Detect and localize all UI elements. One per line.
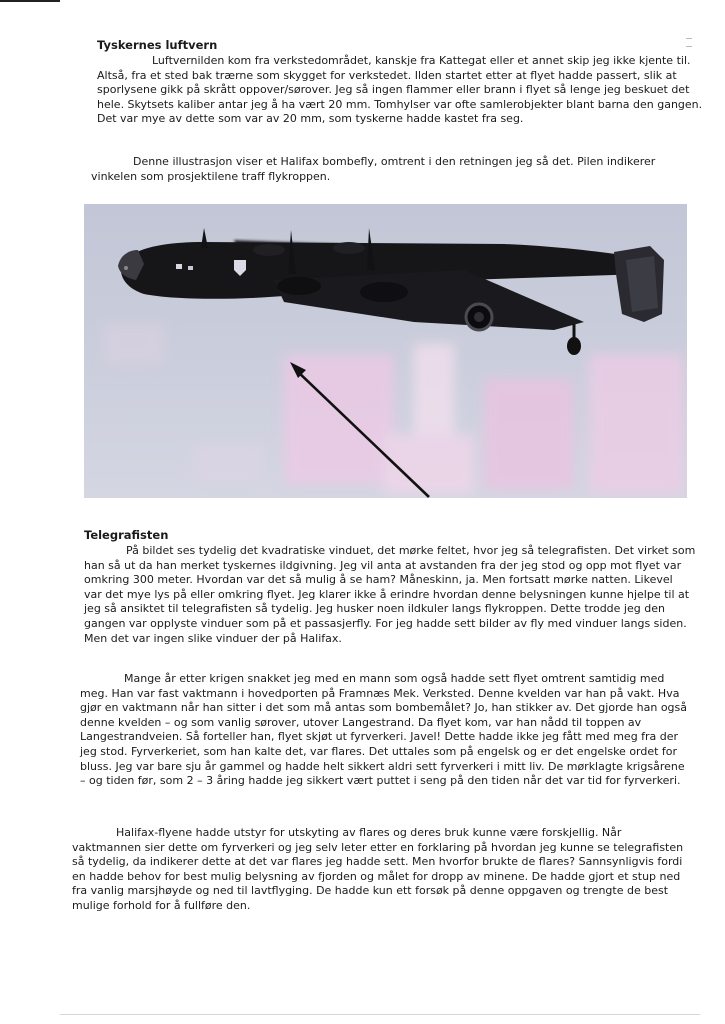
text-line: gangen var opplyste vinduer som på et passasjerfly. For jeg hadde sett bilder av fly med vinduer langs siden. [84,616,687,630]
text-line: Langestrandveien. Så forteller han, flyet skjøt ut fyrverkeri. Javel! Dette hadde ikke jeg fått med meg fra der [80,730,679,744]
text-line: Luftvernilden kom fra verkstedområdet, kanskje fra Kattegat eller et annet skip jeg ikke kjente til. [152,54,691,67]
text-line: han så ut da han merket tyskernes ildgivning. Jeg vil anta at avstanden fra der jeg stod og opp mot flyet var [84,558,682,572]
text-line: jeg stod. Fyrverkeriet, som han kalte det, var flares. Det uttales som på engelsk og er det engelske ordet for [80,744,678,758]
paragraph-luftvern-1 [97,54,702,127]
text-line: mulige forhold for å fullføre den. [72,898,251,912]
heading-telegrafisten: Telegrafisten [84,528,169,542]
text-line: hele. Skytsets kaliber antar jeg å ha vært 20 mm. Tomhylser var ofte samlerobjekter blant barna den gangen. [97,97,703,111]
halifax-bomber-photo [84,204,687,498]
text-line: Det var mye av dette som var av 20 mm, som tyskerne hadde kastet fra seg. [97,112,524,126]
text-line: Mange år etter krigen snakket jeg med en mann som også hadde sett flyet omtrent samtidig med [124,672,665,685]
heading-tyskernes-luftvern: Tyskernes luftvern [97,38,218,52]
scan-margin-mark [686,38,692,39]
text-line: en hadde behov for best mulig belysning av fjorden og målet for dropp av minene. De hadde gjort et stup ned [72,869,681,883]
text-line: fra vanlig marsjhøyde og ned til lavtflyging. De hadde kun ett forsøk på denne oppgaven og trengte de best [72,884,669,898]
paragraph-telegrafisten-2 [80,672,687,789]
paragraph-luftvern-2 [91,155,655,184]
text-line: På bildet ses tydelig det kvadratiske vinduet, det mørke feltet, hvor jeg så telegrafisten. Det virket som [126,544,696,557]
scan-margin-mark [686,46,692,47]
text-line: vinkelen som prosjektilene traff flykroppen. [91,169,331,183]
text-line: denne kvelden – og som vanlig sørover, utover Langestrand. Da flyet kom, var han nådd til toppen av [80,715,642,729]
text-line: sporlysene gikk på skrått oppover/sørover. Jeg så ingen flammer eller brann i flyet så lenge jeg beskuet det [97,83,690,97]
text-line: så tydelig, da indikerer dette at det var flares jeg hadde sett. Men hvorfor brukte de flares? Sannsynligvis fordi [72,855,683,869]
text-line: bluss. Jeg var bare sju år gammel og hadde helt sikkert aldri sett fyrverkeri i mitt liv. De mørklagte krigsårene [80,759,685,773]
text-line: vaktmannen sier dette om fyrverkeri og jeg selv leter etter en forklaring på hvordan jeg kunne se telegrafisten [72,840,684,854]
text-line: gjør en vaktmann når han sitter i det som må antas som bombemålet? Jo, han stikker av. Det gjorde han også [80,701,688,715]
text-line: jeg så ansiktet til telegrafisten så tydelig. Jeg husker noen ildkuler langs flykroppen. Dette trodde jeg den [84,602,665,616]
paragraph-telegrafisten-1 [84,544,695,646]
text-line: Men det var ingen slike vinduer der på Halifax. [84,631,342,645]
text-line: meg. Han var fast vaktmann i hovedporten på Framnæs Mek. Verksted. Denne kvelden var han på vakt. Hva [80,686,680,700]
scan-corner-mark [0,0,60,2]
text-line: Altså, fra et sted bak trærne som skygget for verkstedet. Ilden startet etter at flyet hadde passert, slik at [97,68,677,82]
text-line: omkring 300 meter. Hvordan var det så mulig å se ham? Måneskinn, ja. Men fortsatt mørke natten. Likevel [84,573,673,587]
text-line: var det mye lys på eller omkring flyet. Jeg klarer ikke å erindre hvordan denne belysningen kunne hjelpe til at [84,587,690,601]
text-line: Denne illustrasjon viser et Halifax bombefly, omtrent i den retningen jeg så det. Pilen indikerer [133,155,656,168]
text-line: Halifax-flyene hadde utstyr for utskyting av flares og deres bruk kunne være forskjellig. Når [116,826,622,839]
scan-bottom-edge [60,1014,700,1015]
paragraph-telegrafisten-3 [72,826,683,914]
text-line: – og tiden før, som 2 – 3 åring hadde jeg sikkert vært puttet i seng på den tiden når det var tid for fyrverkeri. [80,774,681,788]
